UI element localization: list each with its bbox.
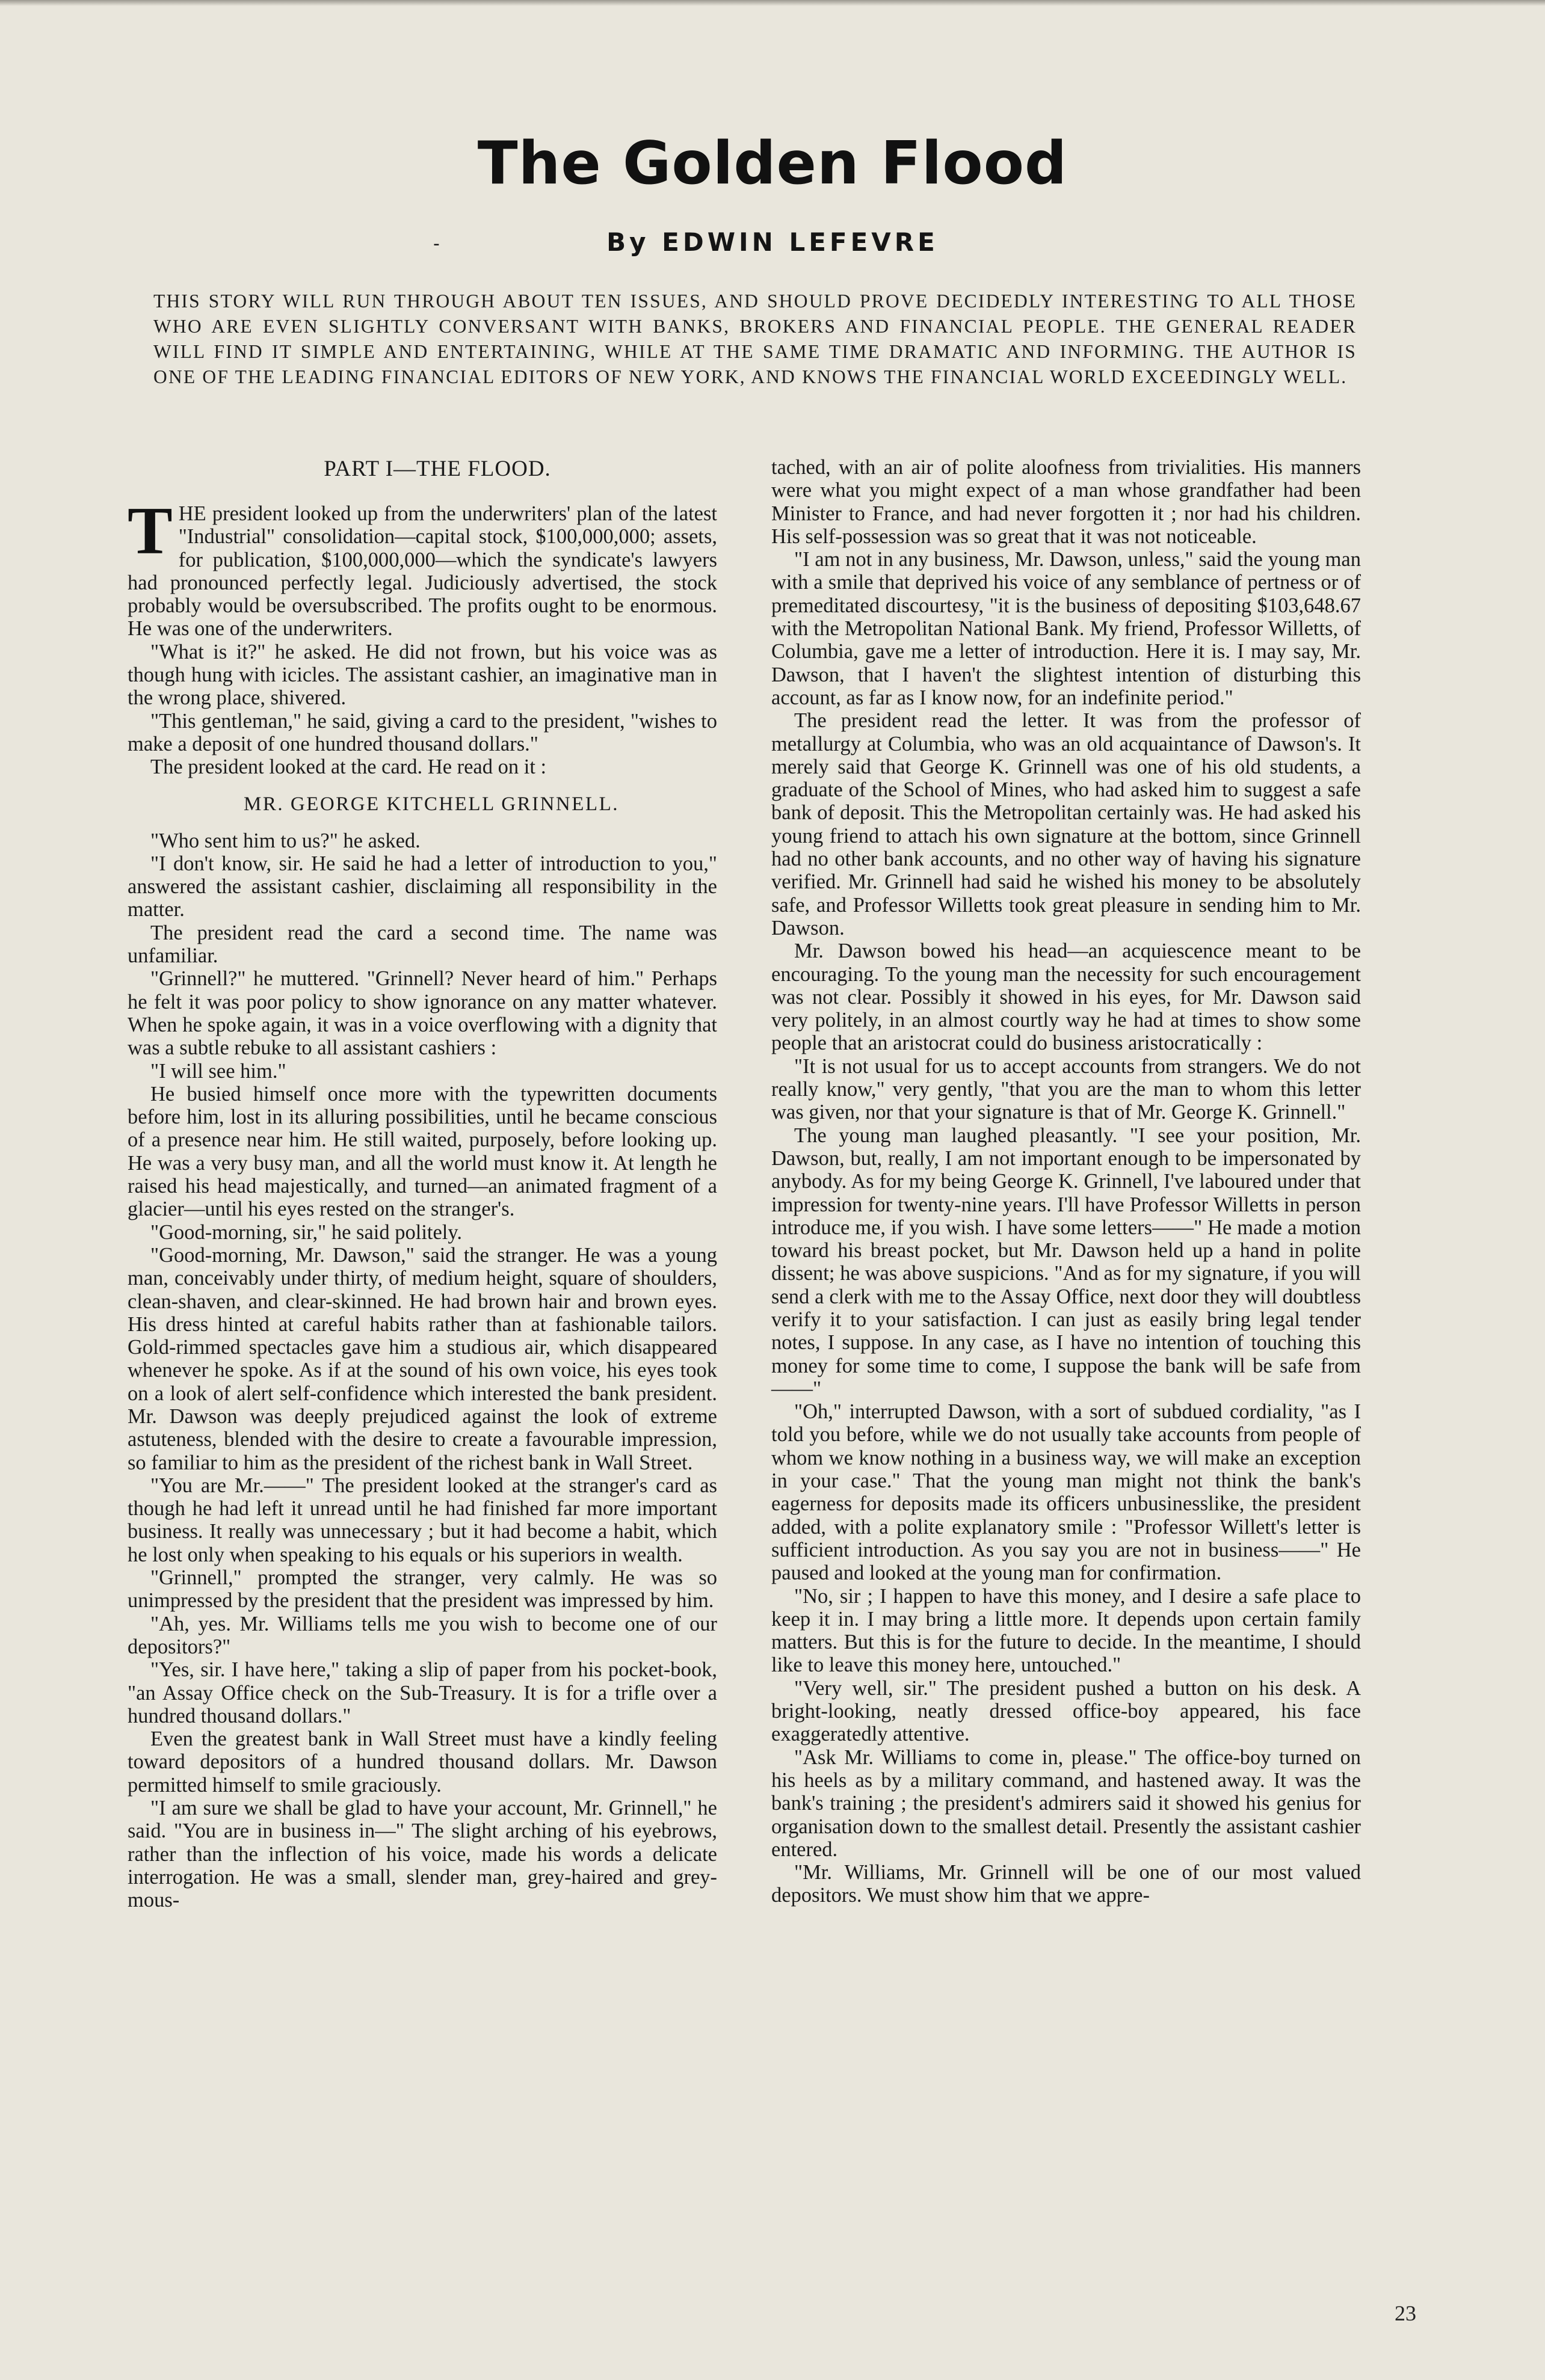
column-left	[128, 454, 717, 1912]
paragraph: "Ah, yes. Mr. Williams tells me you wish to become one of our depositors?"	[128, 1612, 717, 1658]
paragraph: "This gentleman," he said, giving a card to the president, "wishes to make a deposit of one hundred thousand dollars."	[128, 709, 717, 755]
paragraph: tached, with an air of polite aloofness from trivialities. His manners were what you might expect of a man whose grandfather had been Minister to France, and had never forgotten it ; nor had his children. His self-possession was so great that it was not noticeable.	[771, 456, 1361, 548]
paragraph: "You are Mr.——" The president looked at the stranger's card as though he had left it unread until he had finished far more important business. It really was unnecessary ; but it had become a habit, which he lost only when speaking to his equals or his superiors in wealth.	[128, 1474, 717, 1566]
page-number: 23	[1395, 2301, 1416, 2325]
paragraph: The president looked at the card. He read on it :	[150, 755, 547, 779]
paragraph: "I don't know, sir. He said he had a letter of introduction to you," answered the assistant cashier, disclaiming all responsibility in the matter.	[128, 852, 717, 921]
paragraph: The president read the card a second time. The name was unfamiliar.	[128, 921, 717, 968]
paragraph: "Oh," interrupted Dawson, with a sort of subdued cordiality, "as I told you before, while we do not usually take accounts from people of whom we know nothing in a business way, we will make an exception in your case." That the young man might not think the bank's eagerness for deposits made its officers unbusinesslike, the president added, with a polite explanatory smile : "Professor Willett's letter is sufficient introduction. As you say you are not in business——" He paused and looked at the young man for confirmation.	[771, 1400, 1361, 1585]
byline	[0, 227, 1545, 257]
opening-paragraph	[128, 494, 717, 641]
story-title: The Golden Flood	[477, 129, 1068, 198]
opening-paragraph-text: HE president looked up from the underwriters' plan of the latest "Industrial" consolidation—capital stock, $100,000,000; assets, for publication, $100,000,000—which the syndicate's lawyers had pronounced perfectly legal. Judiciously advertised, the stock probably would be oversubscribed. The profits ought to be enormous. He was one of the underwriters.	[128, 502, 717, 641]
paragraph: "Good-morning, Mr. Dawson," said the stranger. He was a young man, conceivably under thirty, of medium height, square of shoulders, clean-shaven, and clear-skinned. He had brown hair and brown eyes. His dress hinted at careful habits rather than at fashionable tailors. Gold-rimmed spectacles gave him a studious air, which disappeared whenever he spoke. As if at the sound of his own voice, his eyes took on a look of alert self-confidence which interested the bank president. Mr. Dawson was deeply prejudiced against the look of extreme astuteness, blended with the desire to create a favourable impression, so familiar to him as the president of the richest bank in Wall Street.	[128, 1243, 717, 1474]
part-heading: PART I—THE FLOOD.	[324, 457, 551, 481]
paragraph: "No, sir ; I happen to have this money, and I desire a safe place to keep it in. I may bring a little more. It depends upon certain family matters. But this is for the future to decide. In the meantime, I should like to leave this money here, untouched."	[771, 1584, 1361, 1677]
paragraph: "Ask Mr. Williams to come in, please." The office-boy turned on his heels as by a military command, and hastened away. It was the bank's training ; the president's admirers said it showed his genius for organisation down to the smallest detail. Presently the assistant cashier entered.	[771, 1745, 1361, 1861]
paragraph: "Grinnell?" he muttered. "Grinnell? Never heard of him." Perhaps he felt it was poor policy to show ignorance on any matter whatever. When he spoke again, it was in a voice overflowing with a dignity that was a subtle rebuke to all assistant cashiers :	[128, 967, 717, 1060]
paragraph: Mr. Dawson bowed his head—an acquiescence meant to be encouraging. To the young man the necessity for such encouragement was not clear. Possibly it showed in his eyes, for Mr. Dawson said very politely, in an almost courtly way he had at times to show some people that an aristocrat could do business aristocratically :	[771, 939, 1361, 1055]
paragraph: "Good-morning, sir," he said politely.	[150, 1220, 463, 1244]
byline-mark: -	[433, 233, 443, 254]
left-paragraphs-a	[128, 641, 717, 779]
column-right	[771, 456, 1361, 1907]
paragraph: "What is it?" he asked. He did not frown, but his voice was as though hung with icicles. The assistant cashier, an imaginative man in the wrong place, shivered.	[128, 640, 717, 710]
paragraph: The president read the letter. It was from the professor of metallurgy at Columbia, who was an old acquaintance of Dawson's. It merely said that George K. Grinnell was one of his old students, a graduate of the School of Mines, who had asked him to suggest a safe bank of deposit. This the Metropolitan certainly was. He had asked his young friend to attach his own signature at the bottom, since Grinnell had no other bank accounts, and no other way of having his signature verified. Mr. Grinnell had said he wished his money to be absolutely safe, and Professor Willetts took great pleasure in sending him to Mr. Dawson.	[771, 709, 1361, 939]
byline-text: By EDWIN LEFEVRE	[606, 227, 939, 257]
paragraph: Even the greatest bank in Wall Street must have a kindly feeling toward depositors of a hundred thousand dollars. Mr. Dawson permitted himself to smile graciously.	[128, 1727, 717, 1797]
paragraph: "I am not in any business, Mr. Dawson, unless," said the young man with a smile that deprived his voice of any semblance of pertness or of premeditated discourtesy, "it is the business of depositing $103,648.67 with the Metropolitan National Bank. My friend, Professor Willetts, of Columbia, gave me a letter of introduction. Here it is. I may say, Mr. Dawson, that I haven't the slightest intention of disturbing this account, as far as I know now, for an indefinite period."	[771, 548, 1361, 709]
paragraph: The young man laughed pleasantly. "I see your position, Mr. Dawson, but, really, I am not important enough to be impersonated by anybody. As for my being George K. Grinnell, I've laboured under that impression for twenty-nine years. I'll have Professor Willetts in person introduce me, if you wish. I have some letters——" He made a motion toward his breast pocket, but Mr. Dawson held up a hand in polite dissent; he was above suspicions. "And as for my signature, if you will send a clerk with me to the Assay Office, next door they will doubtless verify it to your satisfaction. I can just as easily bring legal tender notes, I suppose. In any case, as I have no intention of touching this money for some time to come, I suppose the bank will be safe from——"	[771, 1124, 1361, 1400]
paragraph: "I am sure we shall be glad to have your account, Mr. Grinnell," he said. "You are in business in—" The slight arching of his eyebrows, rather than the inflection of his voice, made his words a delicate interrogation. He was a small, slender man, grey-haired and grey-mous-	[128, 1797, 717, 1912]
paragraph: "Yes, sir. I have here," taking a slip of paper from his pocket-book, "an Assay Office check on the Sub-Treasury. It is for a trifle over a hundred thousand dollars."	[128, 1658, 717, 1727]
paragraph: "Who sent him to us?" he asked.	[150, 829, 421, 852]
paragraph: "I will see him."	[150, 1059, 286, 1083]
left-paragraphs-b	[128, 829, 717, 1912]
card-name: MR. GEORGE KITCHELL GRINNELL.	[244, 793, 619, 815]
paragraph: "Grinnell," prompted the stranger, very calmly. He was so unimpressed by the president that the president was impressed by him.	[128, 1566, 717, 1613]
paragraph: "It is not usual for us to accept accounts from strangers. We do not really know," very gently, "that you are the man to whom this letter was given, nor that your signature is that of Mr. George K. Grinnell."	[771, 1054, 1361, 1124]
intro-blurb: THIS STORY WILL RUN THROUGH ABOUT TEN ISSUES, AND SHOULD PROVE DECIDEDLY INTERESTING TO ALL THOSE WHO ARE EVEN SLIGHTLY CONVERSANT WITH BANKS, BROKERS AND FINANCIAL PEOPLE. THE GENERAL READER WILL FIND IT SIMPLE AND ENTERTAINING, WHILE AT THE SAME TIME DRAMATIC AND INFORMING. THE AUTHOR IS ONE OF THE LEADING FINANCIAL EDITORS OF NEW YORK, AND KNOWS THE FINANCIAL WORLD EXCEEDINGLY WELL.	[153, 291, 1357, 387]
paragraph: He busied himself once more with the typewritten documents before him, lost in its alluring possibilities, until he became conscious of a presence near him. He still waited, purposely, before looking up. He was a very busy man, and all the world must know it. At length he raised his head majestically, and turned—an animated fragment of a glacier—until his eyes rested on the stranger's.	[128, 1082, 717, 1221]
paragraph: "Mr. Williams, Mr. Grinnell will be one of our most valued depositors. We must show him that we appre-	[771, 1861, 1361, 1907]
drop-cap: T	[128, 494, 173, 568]
right-paragraphs	[771, 456, 1361, 1907]
paragraph: "Very well, sir." The president pushed a button on his desk. A bright-looking, neatly dressed office-boy appeared, his face exaggeratedly attentive.	[771, 1676, 1361, 1746]
